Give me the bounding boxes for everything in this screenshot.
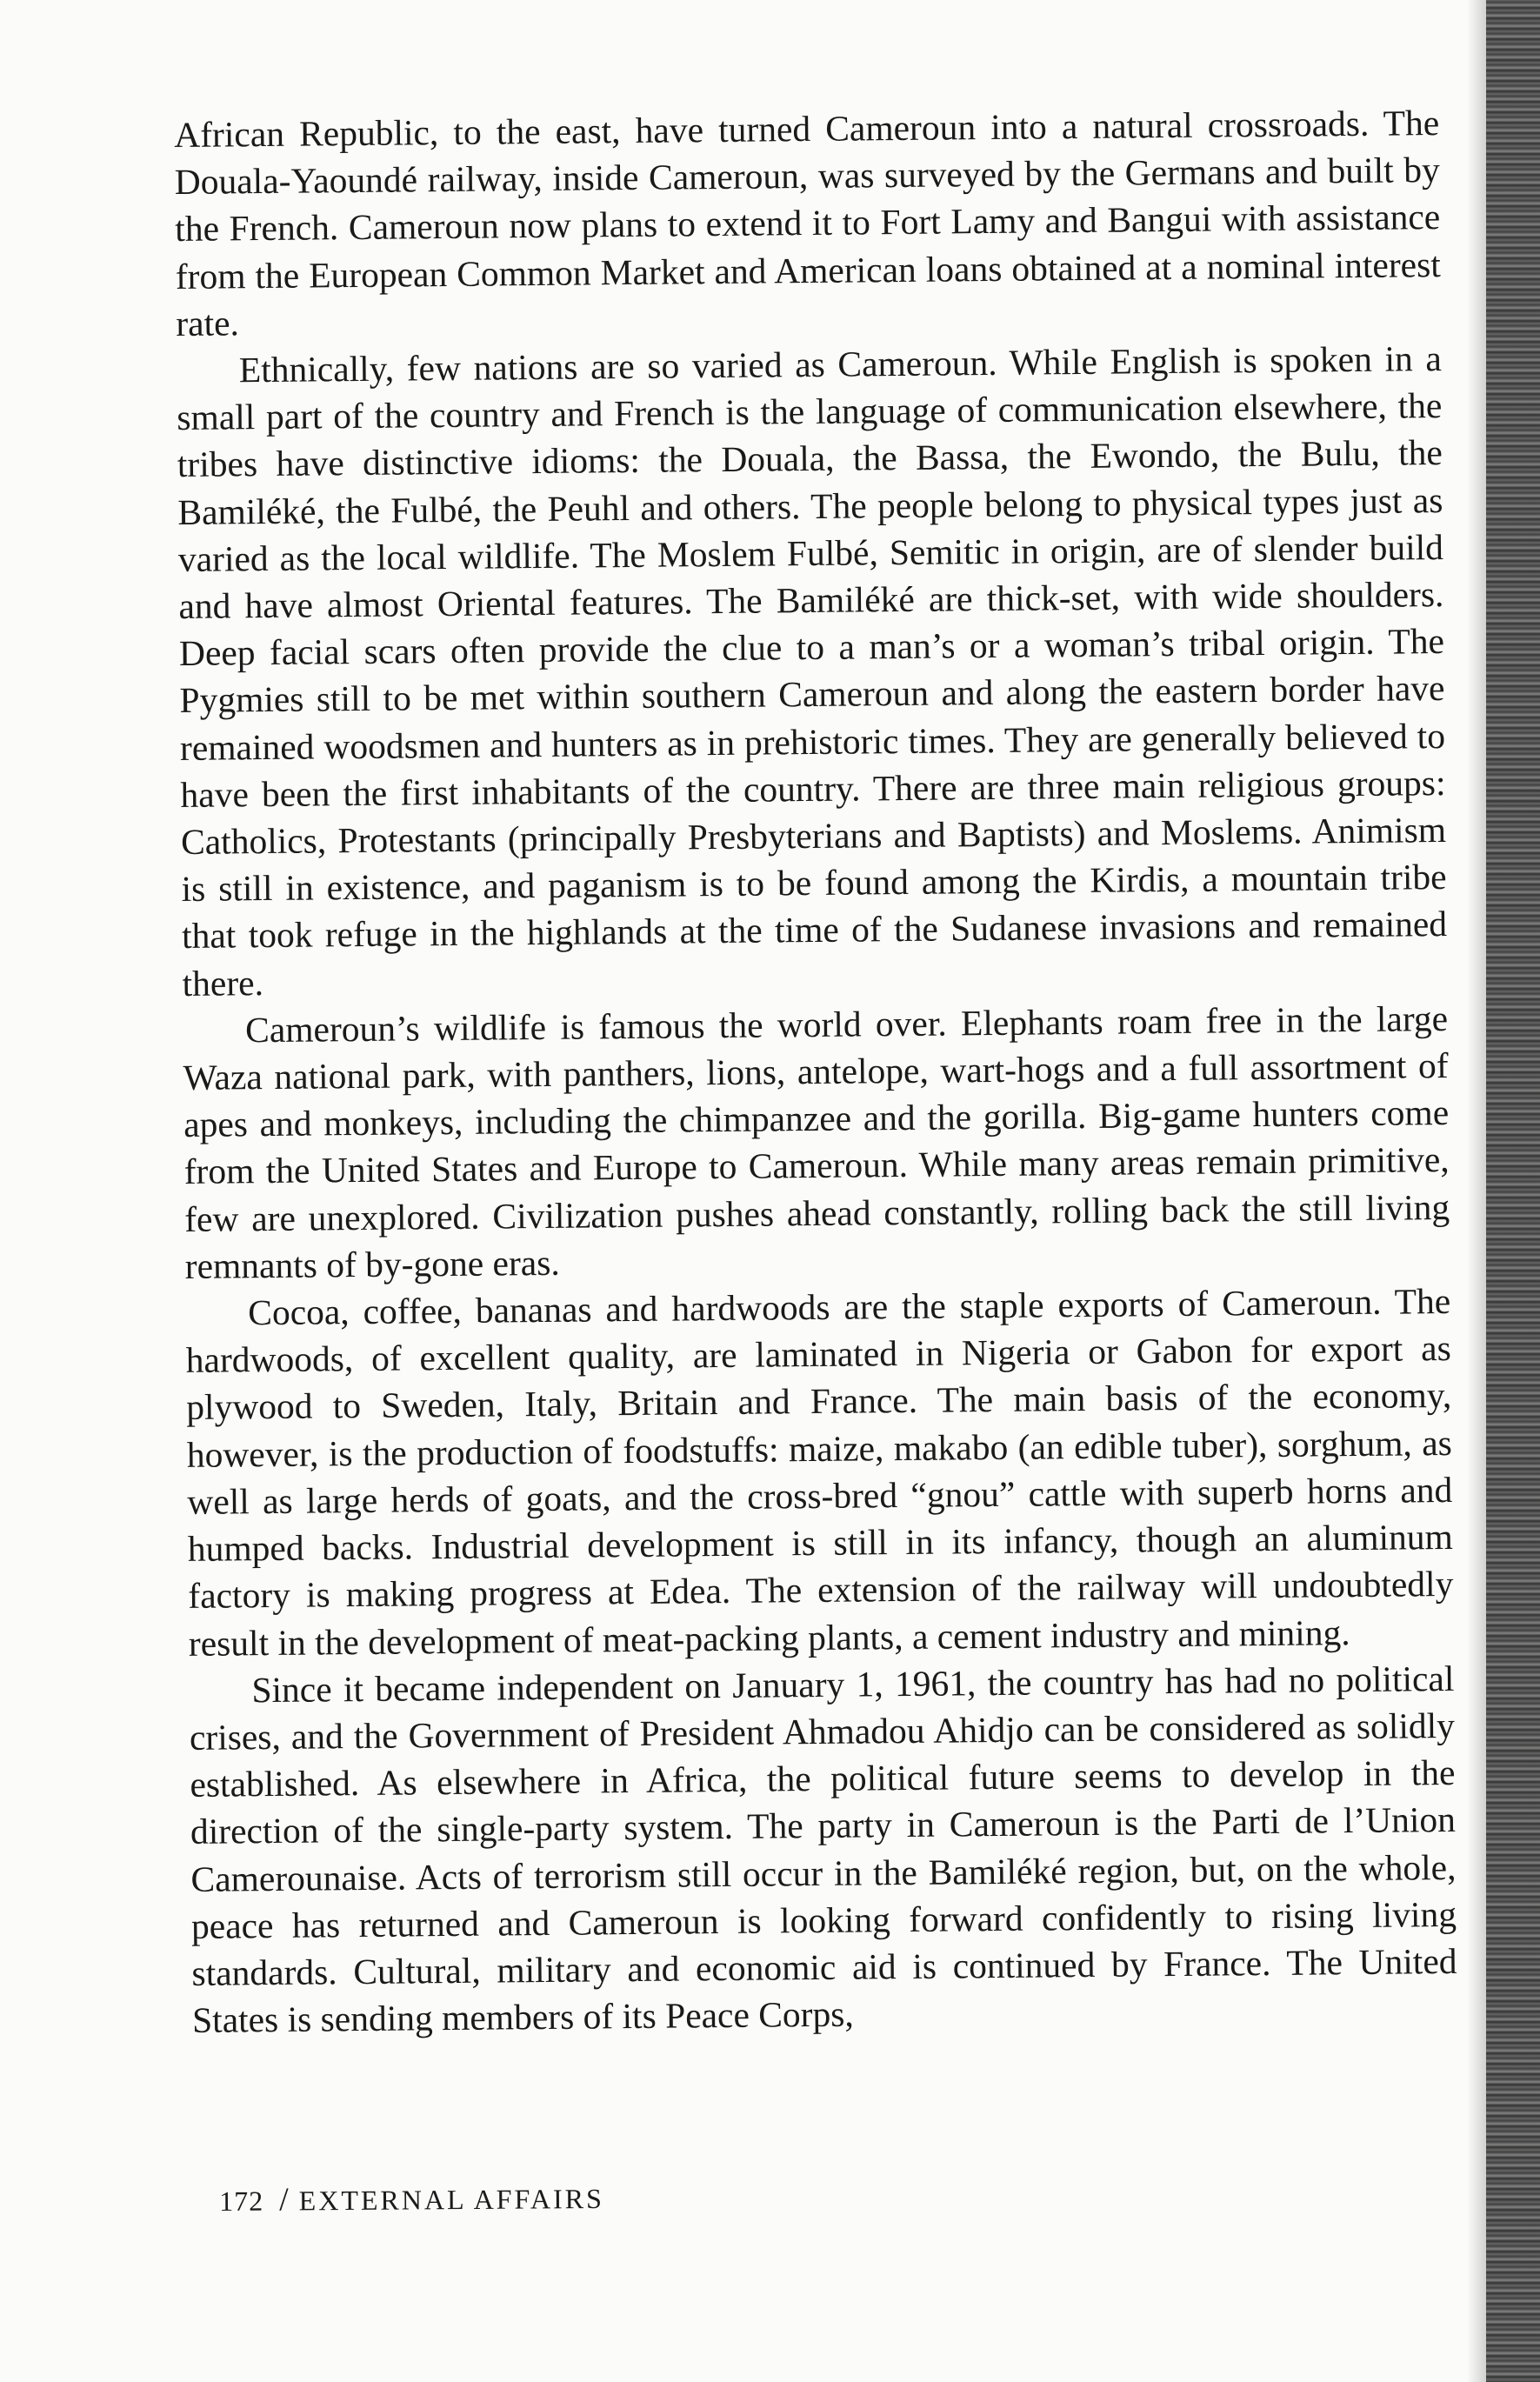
- paragraph-economy: Cocoa, coffee, bananas and hardwoods are the staple exports of Cameroun. The hardwoods, of excellent quality, are laminated in Nigeria or Gabon for export as plywood to Sweden, Italy, Britain and France. The main basis of the economy, however, is the production of foodstuffs: maize, makabo (an edible tuber), sorghum, as well as large herds of goats, and the cross-bred “gnou” cattle with superb horns and humped backs. Industrial development is still in its infancy, though an aluminum factory is making progress at Edea. The extension of the railway will undoubtedly result in the development of meat-packing plants, a cement industry and mining.: [185, 1281, 1454, 1664]
- page-number: 172: [219, 2185, 264, 2217]
- page-footer: [219, 2178, 604, 2219]
- running-title: EXTERNAL AFFAIRS: [298, 2182, 604, 2217]
- paragraph-politics: Since it became independent on January 1, 1961, the country has had no political crises, and the Government of President Ahmadou Ahidjo can be considered as solidly established. As elsewhere in Africa, the political future seems to develop in the direction of the single-party system. The party in Cameroun is the Parti de l’Union Camerounaise. Acts of terrorism still occur in the Bamiléké region, but, on the whole, peace has returned and Cameroun is looking forward confidently to rising living standards. Cultural, military and economic aid is continued by France. The United States is sending members of its Peace Corps,: [189, 1658, 1457, 2041]
- paragraph-ethnicity: Ethnically, few nations are so varied as Cameroun. While English is spoken in a small part of the country and French is the language of communication elsewhere, the tribes have distinctive idioms: the Douala, the Bassa, the Ewondo, the Bulu, the Bamiléké, the Fulbé, the Peuhl and others. The people belong to physical types just as varied as the local wildlife. The Moslem Fulbé, Semitic in origin, are of slender build and have almost Oriental features. The Bamiléké are thick-set, with wide shoulders. Deep facial scars often provide the clue to a man’s or a woman’s tribal origin. The Pygmies still to be met within southern Cameroun and along the eastern border have remained woodsmen and hunters as in prehistoric times. They are generally believed to have been the first inhabitants of the country. There are three main religious groups: Catholics, Protestants (principally Presbyterians and Baptists) and Moslems. Animism is still in existence, and paganism is to be found among the Kirdis, a mountain tribe that took refuge in the highlands at the time of the Sudanese invasions and remained there.: [177, 338, 1448, 1004]
- paragraph-wildlife: Cameroun’s wildlife is famous the world over. Elephants roam free in the large Waza national park, with panthers, lions, antelope, wart-hogs and a full assortment of apes and monkeys, including the chimpanzee and the gorilla. Big-game hunters come from the United States and Europe to Cameroun. While many areas remain primitive, few are unexplored. Civilization pushes ahead constantly, rolling back the still living remnants of by-gone eras.: [183, 998, 1450, 1286]
- book-binding-edge: [1486, 0, 1540, 2382]
- footer-separator: /: [279, 2181, 290, 2219]
- paragraph-crossroads: African Republic, to the east, have turned Cameroun into a natural crossroads. The Douala-Yaoundé railway, inside Cameroun, was surveyed by the Germans and built by the French. Cameroun now plans to extend it to Fort Lamy and Bangui with assistance from the European Common Market and American loans obtained at a nominal interest rate.: [174, 103, 1441, 344]
- body-text: [174, 99, 1457, 2044]
